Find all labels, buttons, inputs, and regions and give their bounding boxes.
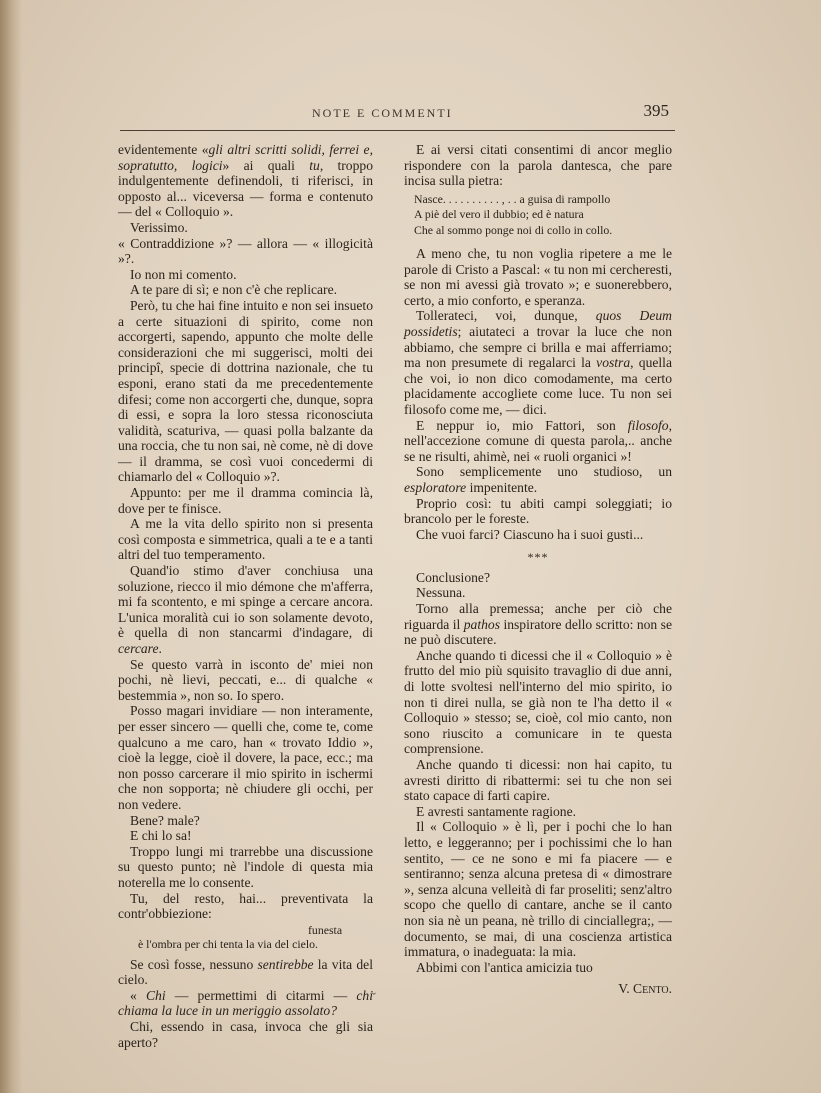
right-column xyxy=(404,142,672,997)
paragraph: E ai versi citati consentimi di ancor meglio rispondere con la parola dantesca, che pare incisa sulla pietra: xyxy=(404,142,672,189)
left-column xyxy=(118,142,373,1050)
paragraph: « Chi — permettimi di citarmi — chi chiama la luce in un meriggio assolato? xyxy=(118,987,373,1019)
paragraph: Però, tu che hai fine intuito e non sei insueto a certe situazioni di spirito, come non accorgerti, sapendo, appunto che molte delle considerazioni che mi suggerisci, molti dei principî, specie di dottrina nazionale, che tu esponi, erano stati da me precedentemente difesi; come non accorgerti che, dunque, sopra di essi, e sopra la loro stessa riconosciuta validità, scaturiva, — quasi polla balzante da una roccia, che tu non sai, nè come, nè di dove — il dramma, se così vuoi concedermi di chiamarlo del « Colloquio »?. xyxy=(118,297,373,485)
paragraph: Tollerateci, voi, dunque, quos Deum possidetis; aiutateci a trovar la luce che non abbiamo, che sempre ci brilla e mai afferriamo; ma non presumete di regalarci la vostra, quella che voi, io non dico comodamente, ma certo placidamente accogliete come luce. Tu non sei filosofo come me, — dici. xyxy=(404,308,672,417)
poem-line: Che al sommo ponge noi di collo in collo. xyxy=(414,222,613,237)
paragraph: Anche quando ti dicessi: non hai capito, tu avresti diritto di ribattermi: sei tu che non sei stato capace di farti capire. xyxy=(404,757,672,804)
paragraph: Posso magari invidiare — non interamente, per esser sincero — quelli che, come te, come qualcuno a me caro, han « trovato Iddio », cioè la legge, cioè il dovere, la pace, ecc.; ma non posso carcerare il mio spirito in ischermi che non sopporta; nè chiudere gli occhi, per non vedere. xyxy=(118,703,373,812)
verse-line: funesta xyxy=(308,922,343,937)
paragraph: Nessuna. xyxy=(416,585,466,601)
verse-quote xyxy=(118,923,373,951)
verse-line: è l'ombra per chi tenta la via del cielo. xyxy=(138,936,318,951)
page-number: 395 xyxy=(643,101,669,120)
page-gutter-shadow xyxy=(0,0,22,1093)
paragraph: Conclusione? xyxy=(416,569,490,585)
paragraph: Verissimo. xyxy=(130,219,188,235)
paragraph: Io non mi comento. xyxy=(130,266,237,282)
paragraph: Troppo lungi mi trarrebbe una discussione su questo punto; nè l'indole di questa mia noterella me lo consente. xyxy=(118,843,373,890)
paragraph: Appunto: per me il dramma comincia là, dove per te finisce. xyxy=(118,485,373,516)
paragraph: Anche quando ti dicessi che il « Colloquio » è frutto del mio più squisito travaglio di due anni, di lotte svoltesi nell'interno del mio spirito, io non ti direi nulla, se già non te l'ha detto il « Colloquio » stesso; se, cioè, col mio canto, non sono riuscito a comunicare in te questa comprensione. xyxy=(404,647,672,757)
paragraph: Sono semplicemente uno studioso, un esploratore impenitente. xyxy=(404,464,672,495)
poem-line: Nasce. . . . . . . . . . , . . a guisa di rampollo xyxy=(414,191,611,206)
paragraph: E chi lo sa! xyxy=(130,828,192,844)
poem-line: A piè del vero il dubbio; ed è natura xyxy=(414,207,584,222)
paragraph: Che vuoi farci? Ciascuno ha i suoi gusti... xyxy=(416,526,644,542)
paragraph: A me la vita dello spirito non si presenta così composta e simmetrica, quali a te e a tanti altri del tuo temperamento. xyxy=(118,516,373,563)
paragraph: Proprio così: tu abiti campi soleggiati; io brancolo per le foreste. xyxy=(404,495,672,527)
paragraph: Abbimi con l'antica amicizia tuo xyxy=(416,959,593,975)
paragraph: Bene? male? xyxy=(130,812,200,828)
paragraph: E avresti santamente ragione. xyxy=(416,803,577,819)
paragraph: « Contraddizione »? — allora — « illogicità »?. xyxy=(118,235,373,267)
paragraph: Torno alla premessa; anche per ciò che riguarda il pathos inspiratore dello scritto: non se ne può discutere. xyxy=(404,601,672,648)
paragraph: Se così fosse, nessuno sentirebbe la vita del cielo. xyxy=(118,956,373,988)
paragraph: A te pare di sì; e non c'è che replicare. xyxy=(130,282,338,298)
running-title: NOTE E COMMENTI xyxy=(312,106,453,120)
paragraph: Tu, del resto, hai... preventivata la contr'obbiezione: xyxy=(118,890,373,922)
paragraph: Se questo varrà in isconto de' miei non pochi, nè lievi, peccati, e... di qualche « bestemmia », non so. Io spero. xyxy=(118,656,373,703)
paragraph: Quand'io stimo d'aver conchiusa una soluzione, riecco il mio démone che m'afferra, mi fa scontento, e mi spinge a cercare ancora. L'unica moralità cui io son solamente devoto, è quella di non stancarmi d'indagare, di cercare. xyxy=(118,563,373,656)
author-signature: V. Cento. xyxy=(618,981,672,997)
paragraph: A meno che, tu non voglia ripetere a me le parole di Cristo a Pascal: « tu non mi cercheresti, se non mi avessi già trovato »; e suonerebbero, certo, a mio conforto, e speranza. xyxy=(404,246,672,308)
paragraph: Chi, essendo in casa, invoca che gli sia aperto? xyxy=(118,1019,373,1050)
paragraph: evidentemente «gli altri scritti solidi, ferrei e, sopratutto, logici» ai quali tu, troppo indulgentemente definendoli, ti riferisci, in opposto al... viceversa — forma e contenuto — del « Colloquio ». xyxy=(118,142,373,220)
printer-mark-icon: ˇ xyxy=(372,990,376,1004)
section-separator: *** xyxy=(527,550,549,565)
dante-quote xyxy=(414,192,672,238)
paragraph: Il « Colloquio » è lì, per i pochi che lo han letto, e leggeranno; per i pochissimi che lo han sentito, — ce ne sono e mi fa piacere — e sentiranno; senza alcuna pretesa di « dimostrare », senza alcuna velleità di far proseliti; senz'altro scopo che quello di cantare, anche se il canto non sia nè un peana, nè trillo di cinciallegra;, — documento, se mai, di una coscienza artistica immatura, o inadeguata: la mia. xyxy=(404,819,672,960)
running-head xyxy=(120,100,675,131)
paragraph: E neppur io, mio Fattori, son filosofo, nell'accezione comune di questa parola,.. anche se ne risulti, ahimè, nei « ruoli organici »! xyxy=(404,417,672,464)
